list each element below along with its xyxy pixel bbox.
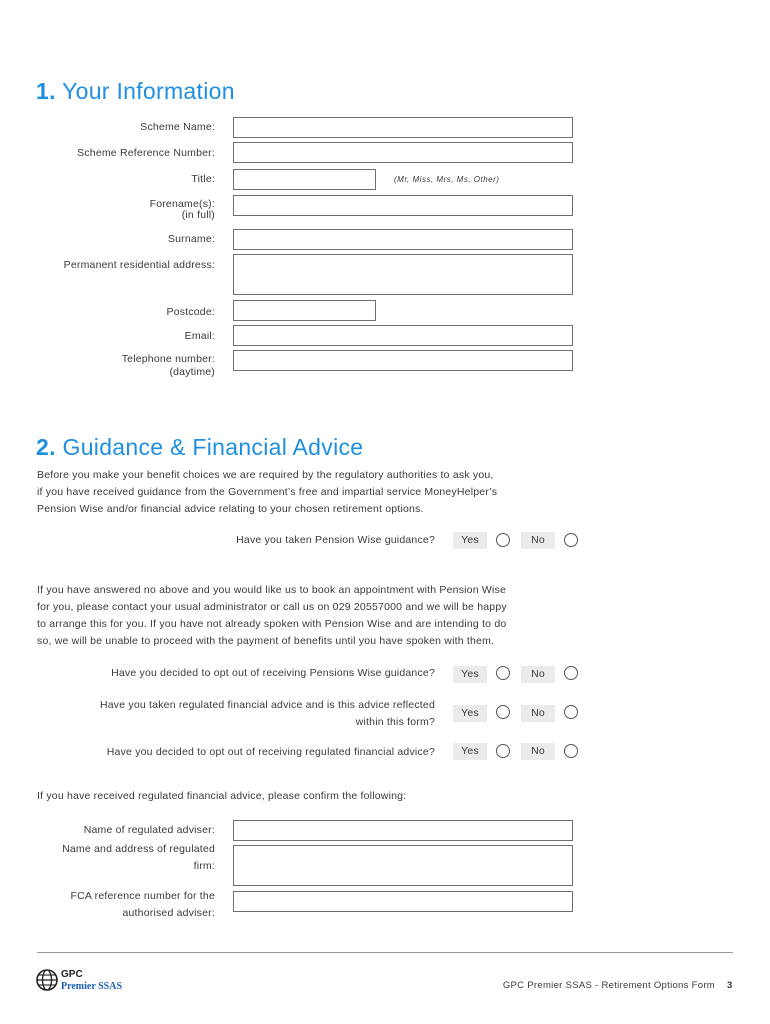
regulated-advice-yes-radio[interactable] xyxy=(496,705,510,719)
title-label: Title: xyxy=(191,173,215,185)
yes-label: Yes xyxy=(453,743,487,760)
appointment-paragraph xyxy=(37,582,737,650)
title-field[interactable] xyxy=(233,169,376,190)
para-line: for you, please contact your usual administrator or call us on 029 20557000 and we will be happy xyxy=(37,601,507,613)
page-number: 3 xyxy=(727,980,733,991)
yes-label: Yes xyxy=(453,705,487,722)
opt-out-advice-no-radio[interactable] xyxy=(564,744,578,758)
section-1-heading xyxy=(36,78,235,105)
email-field[interactable] xyxy=(233,325,573,346)
pension-wise-no-radio[interactable] xyxy=(564,533,578,547)
address-label: Permanent residential address: xyxy=(63,259,215,271)
yes-label: Yes xyxy=(453,666,487,683)
opt-out-advice-yes-radio[interactable] xyxy=(496,744,510,758)
scheme-ref-field[interactable] xyxy=(233,142,573,163)
pension-wise-yes-radio[interactable] xyxy=(496,533,510,547)
telephone-sublabel: (daytime) xyxy=(169,366,215,378)
intro-line: if you have received guidance from the Government’s free and impartial service MoneyHelper’s xyxy=(37,486,498,498)
firm-label xyxy=(15,841,215,874)
telephone-field[interactable] xyxy=(233,350,573,371)
section-1-number: 1. xyxy=(36,78,56,104)
firm-field[interactable] xyxy=(233,845,573,886)
question-pension-wise: Have you taken Pension Wise guidance? xyxy=(236,534,435,546)
no-label: No xyxy=(521,666,555,683)
section-1-title: Your Information xyxy=(62,78,235,104)
logo-premier-ssas: Premier SSAS xyxy=(61,981,123,992)
intro-line: Before you make your benefit choices we are required by the regulatory authorities to ask you, xyxy=(37,469,494,481)
question-opt-out-advice: Have you decided to opt out of receiving regulated financial advice? xyxy=(106,746,435,758)
logo-gpc: GPC xyxy=(61,969,83,980)
surname-label: Surname: xyxy=(167,233,215,245)
question-opt-out-guidance: Have you decided to opt out of receiving Pensions Wise guidance? xyxy=(111,667,435,679)
yes-label: Yes xyxy=(453,532,487,549)
scheme-name-label: Scheme Name: xyxy=(140,121,215,133)
forenames-field[interactable] xyxy=(233,195,573,216)
footer-divider xyxy=(37,952,733,953)
label-line: authorised adviser: xyxy=(122,907,215,919)
question-line: Have you taken regulated financial advice and is this advice reflected xyxy=(99,699,435,711)
surname-field[interactable] xyxy=(233,229,573,250)
address-field[interactable] xyxy=(233,254,573,295)
no-label: No xyxy=(521,743,555,760)
telephone-label: Telephone number: xyxy=(121,353,215,365)
globe-icon xyxy=(36,969,58,991)
adviser-name-label: Name of regulated adviser: xyxy=(83,824,215,836)
scheme-ref-label: Scheme Reference Number: xyxy=(77,147,215,159)
guidance-intro xyxy=(37,467,737,518)
fca-label xyxy=(15,888,215,921)
opt-out-guidance-no-radio[interactable] xyxy=(564,666,578,680)
confirm-intro: If you have received regulated financial advice, please confirm the following: xyxy=(37,790,407,802)
no-label: No xyxy=(521,705,555,722)
intro-line: Pension Wise and/or financial advice relating to your chosen retirement options. xyxy=(37,503,424,515)
email-label: Email: xyxy=(184,330,215,342)
question-regulated-advice xyxy=(15,697,435,731)
no-label: No xyxy=(521,532,555,549)
para-line: If you have answered no above and you would like us to book an appointment with Pension Wise xyxy=(37,584,507,596)
opt-out-guidance-yes-radio[interactable] xyxy=(496,666,510,680)
label-line: FCA reference number for the xyxy=(70,890,215,902)
scheme-name-field[interactable] xyxy=(233,117,573,138)
fca-field[interactable] xyxy=(233,891,573,912)
forenames-sublabel: (in full) xyxy=(181,209,215,221)
label-line: firm: xyxy=(193,860,215,872)
para-line: to arrange this for you. If you have not already spoken with Pension Wise and are intending to do xyxy=(37,618,507,630)
title-hint: (Mr, Miss, Mrs, Ms, Other) xyxy=(394,175,500,184)
question-line: within this form? xyxy=(355,716,435,728)
adviser-name-field[interactable] xyxy=(233,820,573,841)
section-2-number: 2. xyxy=(36,434,56,460)
footer-title: GPC Premier SSAS - Retirement Options Form xyxy=(502,980,715,991)
postcode-label: Postcode: xyxy=(166,306,215,318)
para-line: so, we will be unable to proceed with the payment of benefits until you have spoken with them. xyxy=(37,635,495,647)
section-2-heading xyxy=(36,434,363,461)
postcode-field[interactable] xyxy=(233,300,376,321)
regulated-advice-no-radio[interactable] xyxy=(564,705,578,719)
section-2-title: Guidance & Financial Advice xyxy=(62,434,364,460)
forenames-label: Forename(s): xyxy=(149,198,215,210)
label-line: Name and address of regulated xyxy=(62,843,215,855)
